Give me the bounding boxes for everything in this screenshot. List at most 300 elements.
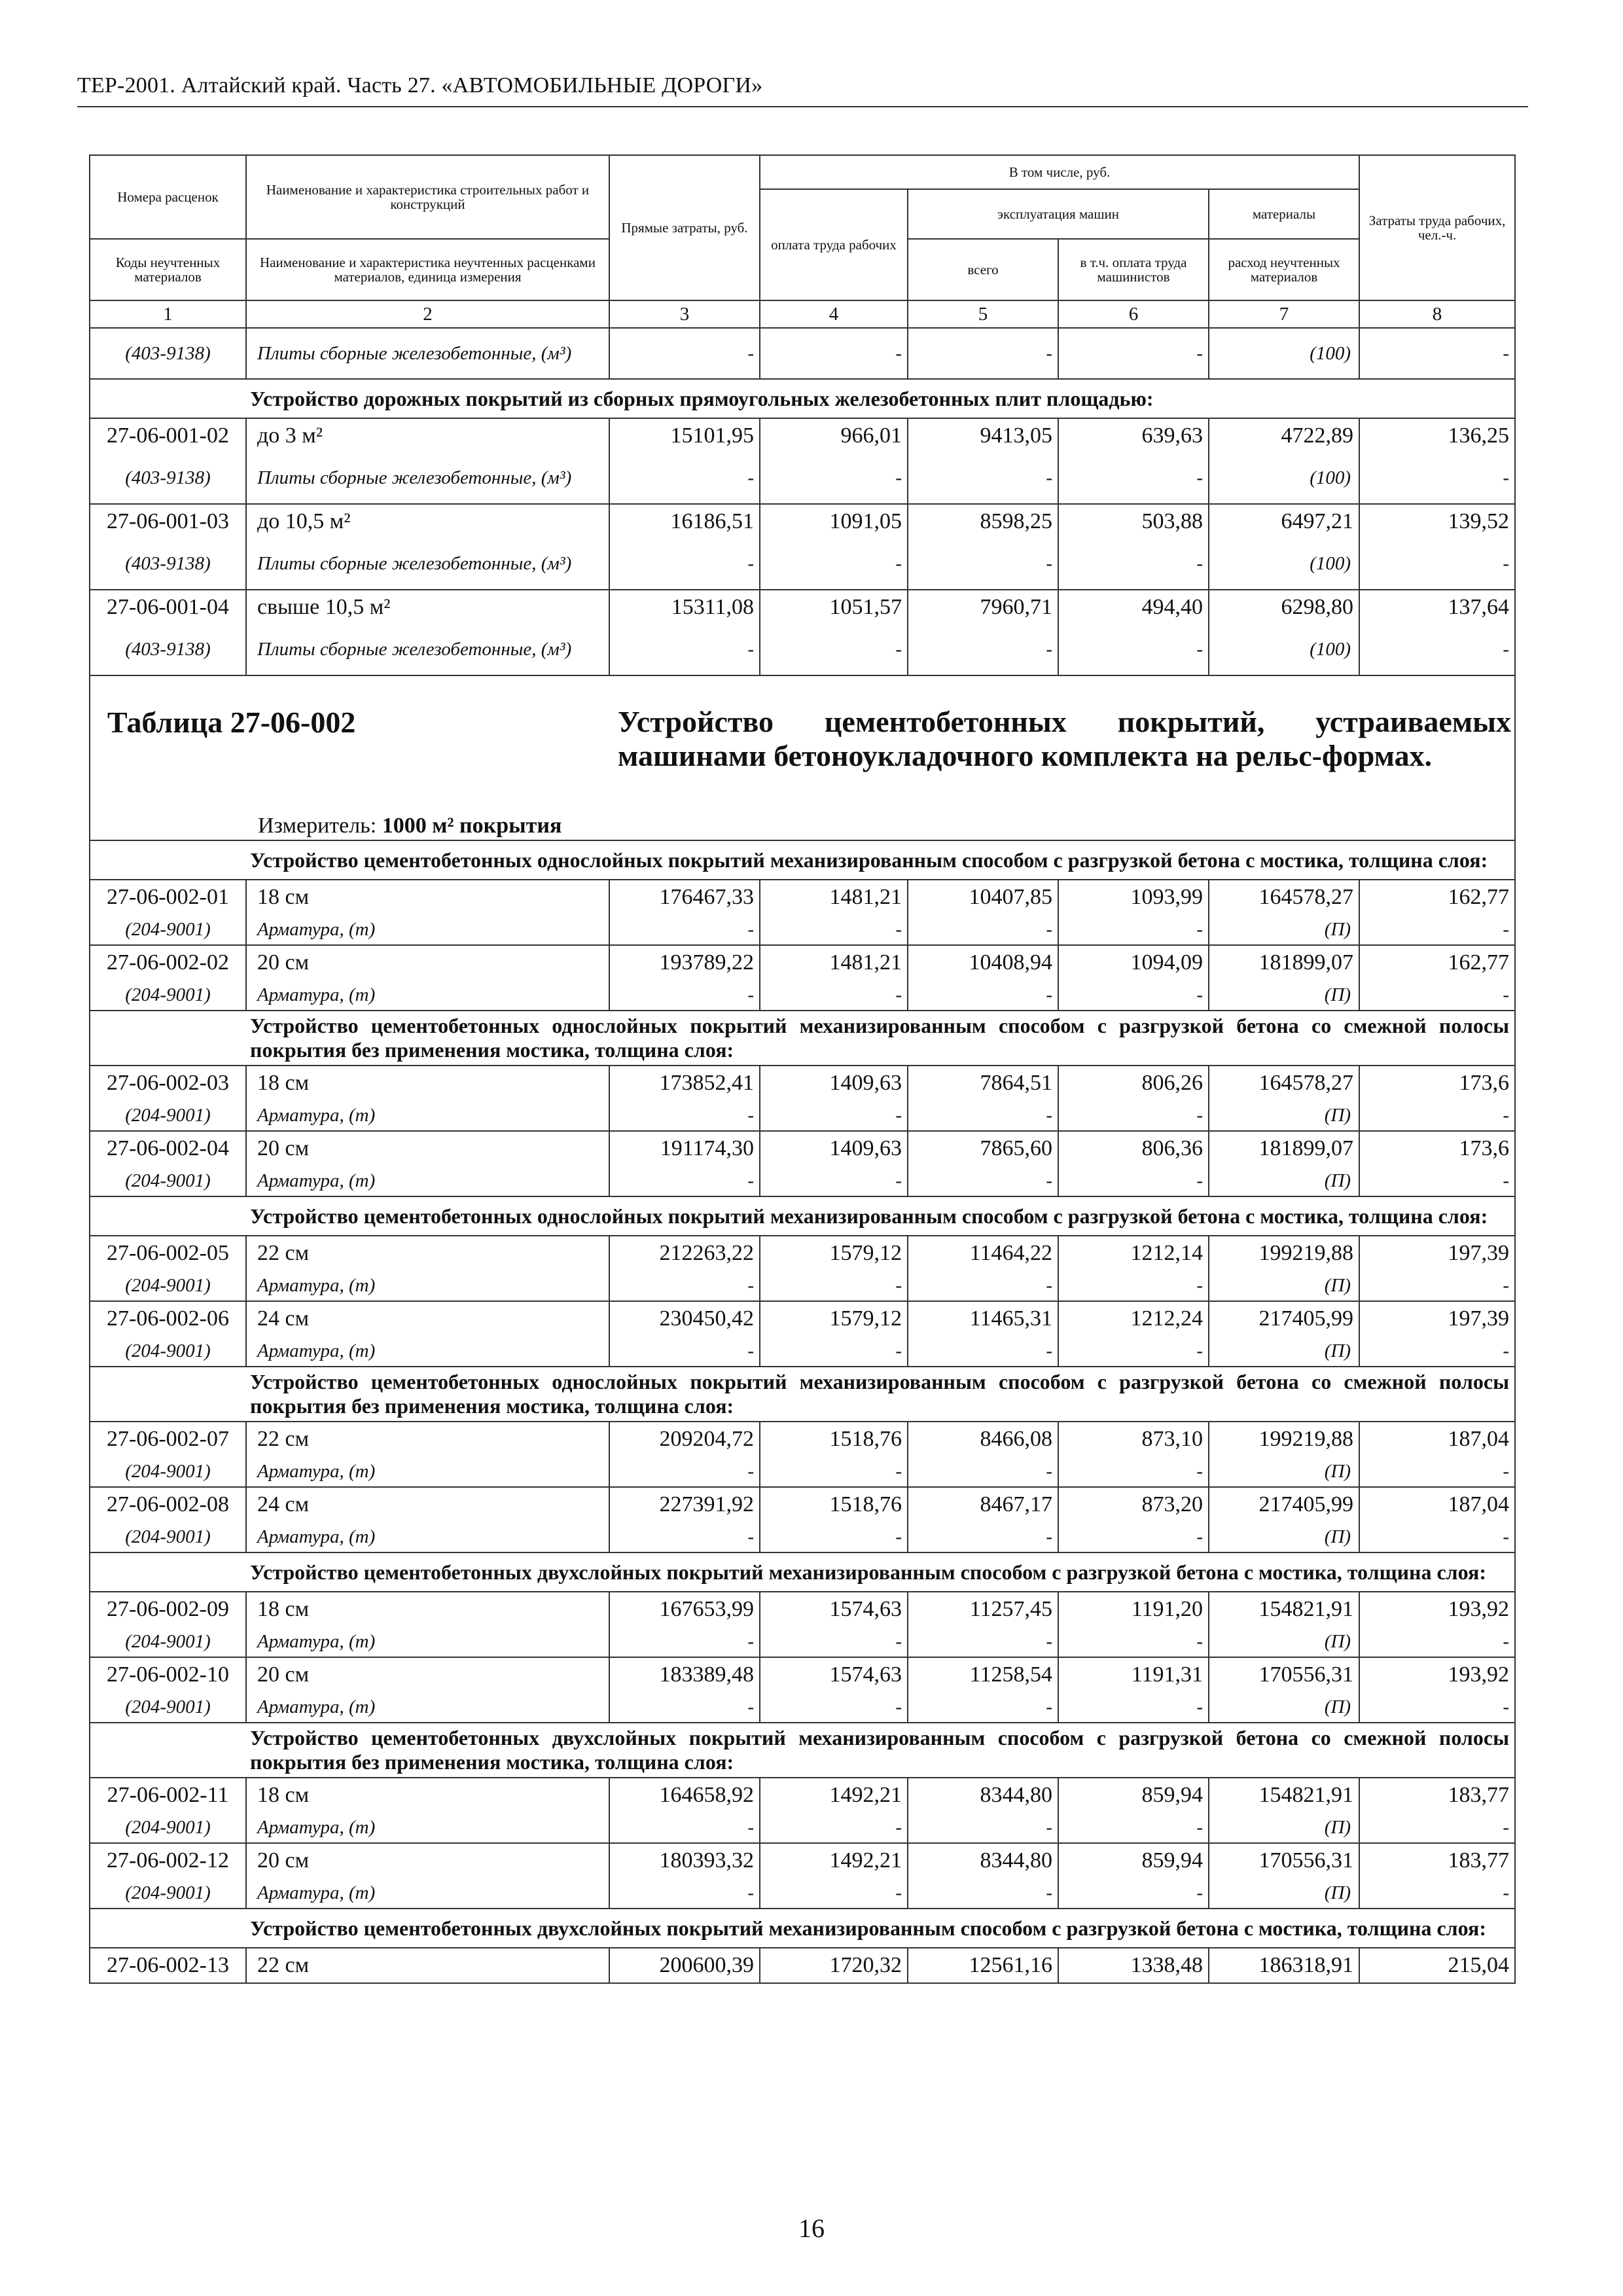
material-consumption: (П) [1209, 1166, 1359, 1196]
rate-row [90, 590, 1515, 624]
material-value: - [1359, 1270, 1515, 1301]
table-title: Устройство цементобетонных покрытий, устраиваемых машинами бетоноукладочного комплекта на рельс-формах. [618, 705, 1511, 772]
labor-hours: 187,04 [1359, 1487, 1515, 1522]
header-material-code: Коды неучтенных материалов [90, 239, 246, 300]
page-number: 16 [798, 2214, 825, 2243]
material-name: Плиты сборные железобетонные, (м³) [246, 624, 609, 675]
materials-cost: 181899,07 [1209, 945, 1359, 980]
operator-pay: 639,63 [1058, 418, 1209, 453]
material-value: - [760, 980, 908, 1011]
material-name: Арматура, (т) [246, 1100, 609, 1131]
material-row [90, 980, 1515, 1011]
material-row [90, 1336, 1515, 1367]
group-heading-row [90, 1011, 1515, 1066]
labor-pay: 1091,05 [760, 504, 908, 539]
material-value: - [1359, 1522, 1515, 1552]
rate-code: 27-06-002-03 [90, 1066, 246, 1100]
work-name: свыше 10,5 м² [246, 590, 609, 624]
material-value: - [1058, 1100, 1209, 1131]
labor-hours: 215,04 [1359, 1948, 1515, 1983]
material-row [90, 1456, 1515, 1487]
material-value: - [1058, 1692, 1209, 1723]
material-value: - [760, 1692, 908, 1723]
materials-cost: 154821,91 [1209, 1592, 1359, 1626]
column-number: 7 [1209, 300, 1359, 328]
operator-pay: 1338,48 [1058, 1948, 1209, 1983]
rate-row [90, 945, 1515, 980]
work-name: 22 см [246, 1236, 609, 1270]
material-name: Арматура, (т) [246, 1692, 609, 1723]
group-heading-row [90, 379, 1515, 418]
material-code: (204-9001) [90, 1626, 246, 1657]
measurement-unit-value: 1000 м² покрытия [382, 814, 562, 838]
rate-code: 27-06-002-12 [90, 1843, 246, 1878]
labor-pay: 1481,21 [760, 945, 908, 980]
material-value: - [609, 624, 760, 675]
material-value: - [609, 328, 760, 379]
work-name: 22 см [246, 1422, 609, 1456]
group-heading: Устройство цементобетонных однослойных покрытий механизированным способом с разгрузкой бетона с мостика, толщина слоя: [246, 840, 1515, 880]
material-code: (403-9138) [90, 328, 246, 379]
material-value: - [1359, 1812, 1515, 1843]
operator-pay: 494,40 [1058, 590, 1209, 624]
machine-total: 8344,80 [908, 1778, 1058, 1812]
labor-pay: 1492,21 [760, 1778, 908, 1812]
material-row [90, 453, 1515, 504]
rate-row [90, 1131, 1515, 1166]
material-name: Плиты сборные железобетонные, (м³) [246, 539, 609, 590]
operator-pay: 1191,31 [1058, 1657, 1209, 1692]
material-value: - [1359, 1100, 1515, 1131]
header-unaccounted-materials: расход неучтенных материалов [1209, 239, 1359, 300]
rate-rows [90, 880, 1515, 1011]
work-name: 22 см [246, 1948, 609, 1983]
material-value: - [609, 1626, 760, 1657]
group-heading-row [90, 840, 1515, 880]
material-value: - [1058, 980, 1209, 1011]
material-consumption: (П) [1209, 1522, 1359, 1552]
work-name: 24 см [246, 1301, 609, 1336]
material-value: - [908, 980, 1058, 1011]
material-value: - [760, 1456, 908, 1487]
material-code: (204-9001) [90, 1100, 246, 1131]
material-value: - [760, 328, 908, 379]
rate-code: 27-06-002-13 [90, 1948, 246, 1983]
machine-total: 8466,08 [908, 1422, 1058, 1456]
material-value: - [1359, 914, 1515, 945]
machine-total: 11257,45 [908, 1592, 1058, 1626]
direct-costs: 15101,95 [609, 418, 760, 453]
material-value: - [1058, 1456, 1209, 1487]
material-value: - [609, 1812, 760, 1843]
material-value: - [1058, 328, 1209, 379]
material-code: (204-9001) [90, 1166, 246, 1196]
column-number: 3 [609, 300, 760, 328]
material-value: - [760, 453, 908, 504]
group-heading-row [90, 1196, 1515, 1236]
operator-pay: 859,94 [1058, 1778, 1209, 1812]
group-spacer [90, 1196, 246, 1236]
rate-rows [90, 1778, 1515, 1909]
rate-row [90, 1778, 1515, 1812]
work-name: 18 см [246, 1592, 609, 1626]
group-spacer [90, 840, 246, 880]
material-value: - [609, 1456, 760, 1487]
header-rate-number: Номера расценок [90, 155, 246, 239]
labor-hours: 173,6 [1359, 1066, 1515, 1100]
header-labor-hours: Затраты труда рабочих, чел.-ч. [1359, 155, 1515, 300]
material-code: (204-9001) [90, 1336, 246, 1367]
machine-total: 7865,60 [908, 1131, 1058, 1166]
material-consumption: (П) [1209, 1878, 1359, 1909]
labor-pay: 1574,63 [760, 1657, 908, 1692]
material-value: - [1058, 1270, 1209, 1301]
material-value: - [908, 328, 1058, 379]
material-value: - [609, 1336, 760, 1367]
material-value: - [760, 1270, 908, 1301]
group-spacer [90, 1011, 246, 1066]
material-value: - [1058, 1522, 1209, 1552]
group-heading: Устройство цементобетонных двухслойных покрытий механизированным способом с разгрузкой бетона со смежной полосы покрытия без применения мостика, толщина слоя: [246, 1723, 1515, 1778]
materials-cost: 6298,80 [1209, 590, 1359, 624]
direct-costs: 180393,32 [609, 1843, 760, 1878]
header-operator-pay: в т.ч. оплата труда машинистов [1058, 239, 1209, 300]
group-spacer [90, 379, 246, 418]
material-code: (403-9138) [90, 624, 246, 675]
material-code: (403-9138) [90, 453, 246, 504]
materials-cost: 4722,89 [1209, 418, 1359, 453]
material-consumption: (П) [1209, 980, 1359, 1011]
material-value: - [908, 914, 1058, 945]
rate-row [90, 1843, 1515, 1878]
material-row [90, 1270, 1515, 1301]
header-work-name: Наименование и характеристика строительных работ и конструкций [246, 155, 609, 239]
direct-costs: 183389,48 [609, 1657, 760, 1692]
material-consumption: (100) [1209, 624, 1359, 675]
header-rule [77, 106, 1528, 107]
group-heading: Устройство дорожных покрытий из сборных прямоугольных железобетонных плит площадью: [246, 379, 1515, 418]
direct-costs: 200600,39 [609, 1948, 760, 1983]
labor-hours: 183,77 [1359, 1778, 1515, 1812]
material-value: - [1359, 624, 1515, 675]
material-row [90, 624, 1515, 675]
material-value: - [760, 624, 908, 675]
material-row [90, 1100, 1515, 1131]
labor-hours: 187,04 [1359, 1422, 1515, 1456]
rate-code: 27-06-002-06 [90, 1301, 246, 1336]
operator-pay: 873,20 [1058, 1487, 1209, 1522]
header-materials: материалы [1209, 189, 1359, 239]
rate-code: 27-06-001-03 [90, 504, 246, 539]
column-number: 6 [1058, 300, 1209, 328]
operator-pay: 1212,24 [1058, 1301, 1209, 1336]
machine-total: 9413,05 [908, 418, 1058, 453]
rate-code: 27-06-002-02 [90, 945, 246, 980]
rate-code: 27-06-002-07 [90, 1422, 246, 1456]
material-value: - [609, 1878, 760, 1909]
material-value: - [609, 539, 760, 590]
column-number: 2 [246, 300, 609, 328]
material-name: Арматура, (т) [246, 1456, 609, 1487]
group-heading: Устройство цементобетонных двухслойных покрытий механизированным способом с разгрузкой бетона с мостика, толщина слоя: [246, 1552, 1515, 1592]
material-value: - [760, 1812, 908, 1843]
rate-row [90, 1066, 1515, 1100]
material-code: (204-9001) [90, 914, 246, 945]
machine-total: 12561,16 [908, 1948, 1058, 1983]
rate-row [90, 1301, 1515, 1336]
group-heading: Устройство цементобетонных однослойных покрытий механизированным способом с разгрузкой бетона с мостика, толщина слоя: [246, 1196, 1515, 1236]
labor-pay: 1409,63 [760, 1066, 908, 1100]
labor-pay: 1720,32 [760, 1948, 908, 1983]
group-spacer [90, 1723, 246, 1778]
rate-code: 27-06-002-09 [90, 1592, 246, 1626]
material-value: - [908, 1270, 1058, 1301]
column-number: 8 [1359, 300, 1515, 328]
material-value: - [1359, 1336, 1515, 1367]
material-value: - [1058, 1626, 1209, 1657]
machine-total: 10408,94 [908, 945, 1058, 980]
material-code: (403-9138) [90, 539, 246, 590]
materials-cost: 217405,99 [1209, 1487, 1359, 1522]
header-machine-ops: эксплуатация машин [908, 189, 1209, 239]
materials-cost: 170556,31 [1209, 1843, 1359, 1878]
material-value: - [760, 1336, 908, 1367]
labor-pay: 1579,12 [760, 1236, 908, 1270]
rate-code: 27-06-002-05 [90, 1236, 246, 1270]
material-value: - [609, 453, 760, 504]
material-code: (204-9001) [90, 1522, 246, 1552]
operator-pay: 806,36 [1058, 1131, 1209, 1166]
material-name: Арматура, (т) [246, 1878, 609, 1909]
labor-pay: 1492,21 [760, 1843, 908, 1878]
group-heading-row [90, 1723, 1515, 1778]
material-value: - [908, 1626, 1058, 1657]
group-heading-row [90, 1367, 1515, 1422]
material-value: - [1058, 1812, 1209, 1843]
work-name: до 3 м² [246, 418, 609, 453]
labor-hours: 139,52 [1359, 504, 1515, 539]
rate-code: 27-06-001-02 [90, 418, 246, 453]
rate-row [90, 1948, 1515, 1983]
group-spacer [90, 1552, 246, 1592]
column-number: 4 [760, 300, 908, 328]
materials-cost: 181899,07 [1209, 1131, 1359, 1166]
material-consumption: (П) [1209, 1812, 1359, 1843]
material-consumption: (100) [1209, 453, 1359, 504]
materials-cost: 186318,91 [1209, 1948, 1359, 1983]
machine-total: 11258,54 [908, 1657, 1058, 1692]
material-value: - [908, 1456, 1058, 1487]
labor-pay: 1579,12 [760, 1301, 908, 1336]
material-value: - [609, 1166, 760, 1196]
operator-pay: 859,94 [1058, 1843, 1209, 1878]
operator-pay: 1093,99 [1058, 880, 1209, 914]
material-value: - [760, 1878, 908, 1909]
labor-hours: 193,92 [1359, 1592, 1515, 1626]
material-row [90, 1522, 1515, 1552]
material-value: - [760, 914, 908, 945]
material-value: - [908, 1878, 1058, 1909]
labor-hours: 137,64 [1359, 590, 1515, 624]
labor-pay: 1051,57 [760, 590, 908, 624]
materials-cost: 164578,27 [1209, 1066, 1359, 1100]
materials-cost: 199219,88 [1209, 1422, 1359, 1456]
operator-pay: 1094,09 [1058, 945, 1209, 980]
operator-pay: 1212,14 [1058, 1236, 1209, 1270]
material-name: Арматура, (т) [246, 914, 609, 945]
work-name: до 10,5 м² [246, 504, 609, 539]
material-value: - [1359, 1692, 1515, 1723]
direct-costs: 167653,99 [609, 1592, 760, 1626]
group-heading-row [90, 1909, 1515, 1948]
material-value: - [609, 1692, 760, 1723]
operator-pay: 873,10 [1058, 1422, 1209, 1456]
labor-pay: 1518,76 [760, 1487, 908, 1522]
header-labor-pay: оплата труда рабочих [760, 189, 908, 300]
direct-costs: 227391,92 [609, 1487, 760, 1522]
materials-cost: 170556,31 [1209, 1657, 1359, 1692]
material-code: (204-9001) [90, 980, 246, 1011]
labor-pay: 1518,76 [760, 1422, 908, 1456]
rate-rows [90, 1236, 1515, 1367]
rate-rows [90, 1592, 1515, 1723]
direct-costs: 173852,41 [609, 1066, 760, 1100]
work-name: 20 см [246, 1843, 609, 1878]
material-value: - [760, 539, 908, 590]
rate-row [90, 1657, 1515, 1692]
operator-pay: 503,88 [1058, 504, 1209, 539]
material-value: - [609, 1100, 760, 1131]
measurement-unit-label: Измеритель: [258, 814, 377, 838]
table-title-row [90, 675, 1515, 840]
rate-code: 27-06-002-04 [90, 1131, 246, 1166]
rate-code: 27-06-002-10 [90, 1657, 246, 1692]
material-value: - [1058, 1166, 1209, 1196]
work-name: 24 см [246, 1487, 609, 1522]
machine-total: 11464,22 [908, 1236, 1058, 1270]
material-name: Арматура, (т) [246, 1626, 609, 1657]
machine-total: 7960,71 [908, 590, 1058, 624]
material-value: - [1359, 453, 1515, 504]
direct-costs: 212263,22 [609, 1236, 760, 1270]
material-consumption: (П) [1209, 1336, 1359, 1367]
material-name: Арматура, (т) [246, 1336, 609, 1367]
material-value: - [908, 1812, 1058, 1843]
material-value: - [1058, 914, 1209, 945]
material-consumption: (П) [1209, 1692, 1359, 1723]
material-value: - [760, 1626, 908, 1657]
material-code: (204-9001) [90, 1878, 246, 1909]
material-value: - [1359, 1878, 1515, 1909]
material-value: - [609, 1270, 760, 1301]
document-header: ТЕР-2001. Алтайский край. Часть 27. «АВТОМОБИЛЬНЫЕ ДОРОГИ» [77, 73, 763, 98]
material-value: - [1359, 1456, 1515, 1487]
material-value: - [609, 1522, 760, 1552]
labor-pay: 966,01 [760, 418, 908, 453]
material-value: - [1359, 539, 1515, 590]
direct-costs: 16186,51 [609, 504, 760, 539]
materials-cost: 217405,99 [1209, 1301, 1359, 1336]
direct-costs: 176467,33 [609, 880, 760, 914]
material-value: - [609, 980, 760, 1011]
machine-total: 8467,17 [908, 1487, 1058, 1522]
work-name: 18 см [246, 880, 609, 914]
material-consumption: (100) [1209, 328, 1359, 379]
material-consumption: (П) [1209, 1456, 1359, 1487]
work-name: 18 см [246, 1066, 609, 1100]
material-name: Плиты сборные железобетонные, (м³) [246, 328, 609, 379]
header-material-name: Наименование и характеристика неучтенных расценками материалов, единица измерения [246, 239, 609, 300]
rate-code: 27-06-002-11 [90, 1778, 246, 1812]
machine-total: 8598,25 [908, 504, 1058, 539]
material-value: - [908, 1100, 1058, 1131]
rate-code: 27-06-002-08 [90, 1487, 246, 1522]
work-name: 18 см [246, 1778, 609, 1812]
material-consumption: (П) [1209, 1626, 1359, 1657]
machine-total: 10407,85 [908, 880, 1058, 914]
header-machine-total: всего [908, 239, 1058, 300]
labor-hours: 197,39 [1359, 1236, 1515, 1270]
rates-table [89, 154, 1516, 1984]
table-number: Таблица 27-06-002 [107, 706, 356, 739]
material-value: - [1058, 1336, 1209, 1367]
labor-hours: 162,77 [1359, 945, 1515, 980]
material-value: - [760, 1100, 908, 1131]
labor-pay: 1409,63 [760, 1131, 908, 1166]
material-name: Плиты сборные железобетонные, (м³) [246, 453, 609, 504]
rate-code: 27-06-002-01 [90, 880, 246, 914]
group-heading: Устройство цементобетонных двухслойных покрытий механизированным способом с разгрузкой бетона с мостика, толщина слоя: [246, 1909, 1515, 1948]
material-value: - [1058, 453, 1209, 504]
direct-costs: 209204,72 [609, 1422, 760, 1456]
material-value: - [908, 1692, 1058, 1723]
material-value: - [760, 1166, 908, 1196]
rate-code: 27-06-001-04 [90, 590, 246, 624]
labor-hours: 173,6 [1359, 1131, 1515, 1166]
header-direct-costs: Прямые затраты, руб. [609, 155, 760, 300]
group-spacer [90, 1367, 246, 1422]
column-number: 1 [90, 300, 246, 328]
material-value: - [908, 624, 1058, 675]
rate-row [90, 504, 1515, 539]
material-name: Арматура, (т) [246, 1812, 609, 1843]
material-value: - [1058, 539, 1209, 590]
material-consumption: (100) [1209, 539, 1359, 590]
table-measurement-unit [258, 814, 562, 838]
rate-row [90, 1422, 1515, 1456]
rate-row [90, 1487, 1515, 1522]
group-heading: Устройство цементобетонных однослойных покрытий механизированным способом с разгрузкой бетона со смежной полосы покрытия без применения мостика, толщина слоя: [246, 1367, 1515, 1422]
material-code: (204-9001) [90, 1456, 246, 1487]
material-value: - [1359, 980, 1515, 1011]
labor-hours: 183,77 [1359, 1843, 1515, 1878]
direct-costs: 191174,30 [609, 1131, 760, 1166]
column-number: 5 [908, 300, 1058, 328]
work-name: 20 см [246, 1131, 609, 1166]
material-name: Арматура, (т) [246, 1166, 609, 1196]
rate-row [90, 880, 1515, 914]
labor-hours: 193,92 [1359, 1657, 1515, 1692]
material-row [90, 1878, 1515, 1909]
material-consumption: (П) [1209, 914, 1359, 945]
header-including: В том числе, руб. [760, 155, 1359, 189]
labor-hours: 197,39 [1359, 1301, 1515, 1336]
rates-table-container [89, 154, 1514, 1984]
material-code: (204-9001) [90, 1270, 246, 1301]
table-title-cell [90, 675, 1515, 840]
material-value: - [1359, 328, 1515, 379]
labor-hours: 162,77 [1359, 880, 1515, 914]
